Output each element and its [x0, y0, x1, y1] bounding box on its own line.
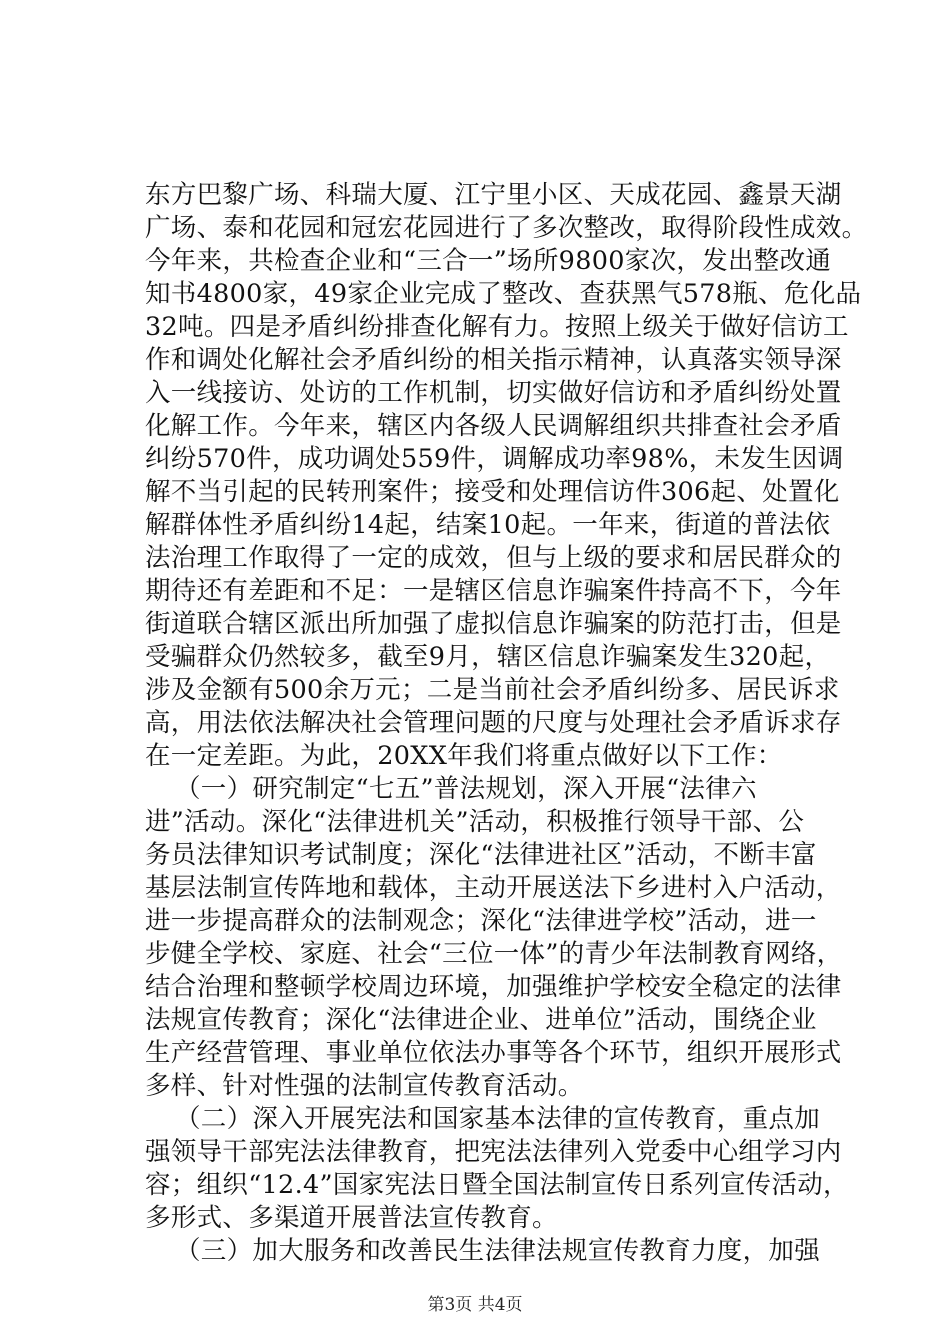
text-line: 法治理工作取得了一定的成效，但与上级的要求和居民群众的 — [145, 543, 842, 573]
text-line: 生产经营管理、事业单位依法办事等各个环节，组织开展形式 — [145, 1038, 842, 1068]
text-line: 化解工作。今年来，辖区内各级人民调解组织共排查社会矛盾 — [145, 411, 842, 441]
text-line: 高，用法依法解决社会管理问题的尺度与处理社会矛盾诉求存 — [145, 708, 842, 738]
text-line: 务员法律知识考试制度；深化“法律进社区”活动，不断丰富 — [145, 840, 817, 870]
text-line: 多样、针对性强的法制宣传教育活动。 — [145, 1071, 584, 1101]
text-line: （二）深入开展宪法和国家基本法律的宣传教育，重点加 — [175, 1104, 821, 1134]
page-number-label: 第3页 共4页 — [427, 1295, 523, 1315]
text-line: 强领导干部宪法法律教育，把宪法法律列入党委中心组学习内 — [145, 1137, 842, 1167]
text-line: 进”活动。深化“法律进机关”活动，积极推行领导干部、公 — [145, 807, 805, 837]
text-line: 东方巴黎广场、科瑞大厦、江宁里小区、天成花园、鑫景天湖 — [145, 180, 842, 210]
text-line: 涉及金额有500余万元；二是当前社会矛盾纠纷多、居民诉求 — [145, 675, 840, 705]
text-line: 基层法制宣传阵地和载体，主动开展送法下乡进村入户活动， — [145, 873, 842, 903]
text-line: 广场、泰和花园和冠宏花园进行了多次整改，取得阶段性成效。 — [145, 213, 868, 243]
text-line: 容；组织“12.4”国家宪法日暨全国法制宣传日系列宣传活动， — [145, 1170, 849, 1200]
text-line: 作和调处化解社会矛盾纠纷的相关指示精神，认真落实领导深 — [145, 345, 842, 375]
text-line: 步健全学校、家庭、社会“三位一体”的青少年法制教育网络， — [145, 939, 843, 969]
text-line: 受骗群众仍然较多，截至9月，辖区信息诈骗案发生320起， — [145, 642, 831, 672]
text-line: 结合治理和整顿学校周边环境，加强维护学校安全稳定的法律 — [145, 972, 842, 1002]
text-line: 解不当引起的民转刑案件；接受和处理信访件306起、处置化 — [145, 477, 840, 507]
text-line: 法规宣传教育；深化“法律进企业、进单位”活动，围绕企业 — [145, 1005, 817, 1035]
text-line: 入一线接访、处访的工作机制，切实做好信访和矛盾纠纷处置 — [145, 378, 842, 408]
text-line: 解群体性矛盾纠纷14起，结案10起。一年来，街道的普法依 — [145, 510, 831, 540]
text-line: （三）加大服务和改善民生法律法规宣传教育力度，加强 — [175, 1236, 821, 1266]
text-line: 期待还有差距和不足：一是辖区信息诈骗案件持高不下，今年 — [145, 576, 842, 606]
text-line: 32吨。四是矛盾纠纷排查化解有力。按照上级关于做好信访工 — [145, 312, 849, 342]
text-line: 在一定差距。为此，20XX年我们将重点做好以下工作： — [145, 741, 783, 771]
text-line: 纠纷570件，成功调处559件，调解成功率98%，未发生因调 — [145, 444, 844, 474]
text-line: 进一步提高群众的法制观念；深化“法律进学校”活动，进一 — [145, 906, 817, 936]
text-line: 今年来，共检查企业和“三合一”场所9800家次，发出整改通 — [145, 246, 832, 276]
text-line: 街道联合辖区派出所加强了虚拟信息诈骗案的防范打击，但是 — [145, 609, 842, 639]
text-line: 多形式、多渠道开展普法宣传教育。 — [145, 1203, 558, 1233]
text-line: 知书4800家，49家企业完成了整改、查获黑气578瓶、危化品 — [145, 279, 862, 309]
text-line: （一）研究制定“七五”普法规划，深入开展“法律六 — [175, 774, 757, 804]
page-footer — [0, 1294, 950, 1316]
